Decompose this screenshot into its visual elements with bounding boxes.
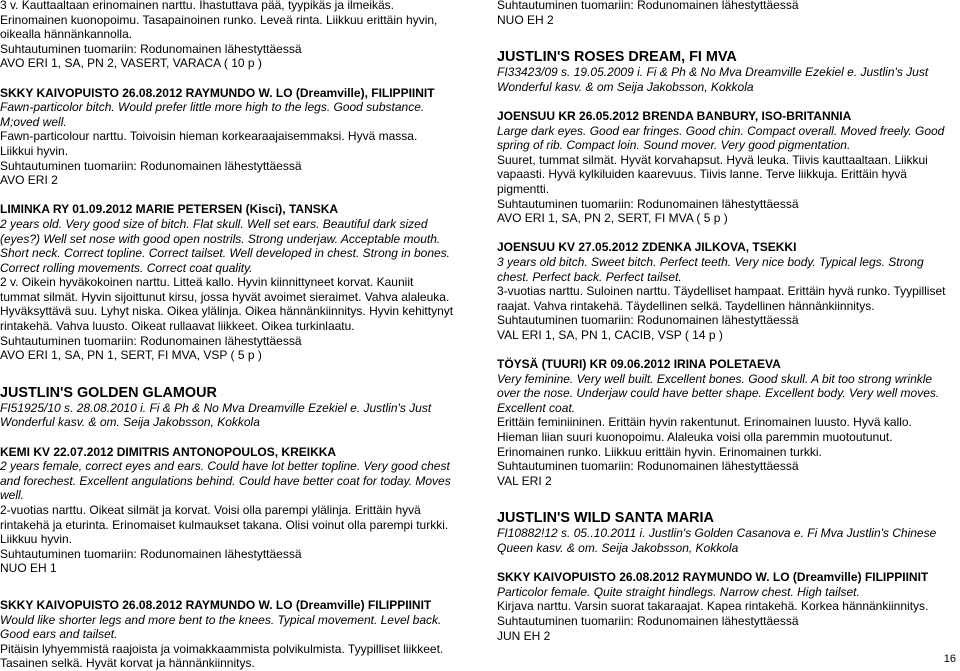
spacer	[497, 27, 959, 49]
left-column	[0, 0, 468, 671]
english-critique-line: Queen kasv. & om. Seija Jakobsson, Kokkola	[497, 541, 739, 555]
text-line: Suhtautuminen tuomariin: Rodunomainen lähestyttäessä	[0, 546, 302, 561]
text-line: Hyväksyttävä suu. Lyhyt niska. Oikea ylälinja. Oikea hännänkiinnitys. Hyvin kehittynyt	[0, 304, 454, 319]
english-critique-line: well.	[0, 488, 25, 503]
english-critique-line: Large dark eyes. Good ear fringes. Good chin. Compact overall. Moved freely. Good	[497, 123, 945, 138]
english-critique-line: FI10882!12 s. 05..10.2011 i. Justlin's Golden Casanova e. Fi Mva Justlin's Chinese	[497, 526, 937, 541]
text-line: Suhtautuminen tuomariin: Rodunomainen lähestyttäessä	[497, 196, 799, 211]
english-critique-line: chest. Perfect back. Perfect tailset.	[497, 269, 682, 284]
text-line: Erittäin feminiininen. Erittäin hyvin rakentunut. Erinomainen luusto. Hyvä kallo.	[497, 415, 912, 430]
page-number: 16	[943, 653, 956, 666]
text-line: NUO EH 2	[497, 12, 554, 27]
english-critique-line: 2 years female, correct eyes and ears. Could have lot better topline. Very good chest	[0, 459, 450, 474]
text-line: Liikkuu hyvin.	[0, 532, 73, 547]
spacer	[0, 576, 468, 598]
show-heading: JOENSUU KR 26.05.2012 BRENDA BANBURY, ISO-BRITANNIA	[497, 108, 852, 123]
english-critique-line: and forechest. Excellent angulations behind. Could have better coat for today. Moves	[0, 473, 451, 488]
spacer	[0, 188, 468, 203]
text-line: Suhtautuminen tuomariin: Rodunomainen lähestyttäessä	[0, 41, 302, 56]
text-line: VAL ERI 1, SA, PN 1, CACIB, VSP ( 14 p )	[497, 327, 723, 342]
spacer	[0, 430, 468, 445]
english-critique-line: Particolor female. Quite straight hindlegs. Narrow chest. High tailset.	[497, 584, 860, 599]
text-line: 3-vuotias narttu. Suloinen narttu. Täydelliset hampaat. Erittäin hyvä runko. Tyypilliset	[497, 284, 946, 299]
text-line: Suuret, tummat silmät. Hyvät korvahapsut. Hyvä leuka. Tiivis kauttaaltaan. Liikkui	[497, 152, 928, 167]
english-critique-line: Wonderful kasv. & om Seija Jakobsson, Kokkola	[497, 79, 754, 94]
spacer	[0, 363, 468, 385]
text-line: Suhtautuminen tuomariin: Rodunomainen lähestyttäessä	[0, 158, 302, 173]
text-line: AVO ERI 1, SA, PN 2, VASERT, VARACA ( 10 p )	[0, 56, 262, 71]
english-critique-line: Short neck. Correct topline. Correct tailset. Well developed in chest. Strong in bones.	[0, 246, 451, 261]
text-line: 3 v. Kauttaaltaan erinomainen narttu. Ihastuttava pää, tyypikäs ja ilmeikäs.	[0, 0, 394, 12]
show-heading: SKKY KAIVOPUISTO 26.08.2012 RAYMUNDO W. LO (Dreamville), FILIPPIINIT	[0, 85, 435, 100]
spacer	[497, 342, 959, 357]
text-line: AVO ERI 1, SA, PN 2, SERT, FI MVA ( 5 p )	[497, 211, 728, 226]
text-line: 2 v. Oikein hyväkokoinen narttu. Litteä kallo. Hyvin kiinnittyneet korvat. Kauniit	[0, 275, 414, 290]
text-line: Fawn-particolour narttu. Toivoisin hieman korkearaajaisemmaksi. Hyvä massa.	[0, 129, 418, 144]
text-line: AVO ERI 1, SA, PN 1, SERT, FI MVA, VSP ( 5 p )	[0, 348, 262, 363]
english-critique-line: (eyes?) Well set nose with good open nostrils. Strong underjaw. Acceptable mouth.	[0, 231, 441, 246]
text-line: raajat. Vahva rintakehä. Täydellinen selkä. Taydellinen hännänkiinnitys.	[497, 298, 875, 313]
spacer	[497, 488, 959, 510]
english-critique-line: spring of rib. Compact loin. Sound mover. Very good pigmentation.	[497, 138, 851, 153]
text-line: rintakehä ja eturinta. Erinomaiset kulmaukset takana. Olisi voinut olla parempi turkki.	[0, 517, 449, 532]
text-line: Tasainen selkä. Hyvät korvat ja hännänkiinnitys.	[0, 656, 255, 671]
right-column	[497, 0, 959, 643]
text-line: NUO EH 1	[0, 561, 57, 576]
english-critique-line: FI51925/10 s. 28.08.2010 i. Fi & Ph & No Mva Dreamville Ezekiel e. Justlin's Just	[0, 400, 432, 415]
english-critique-line: Very feminine. Very well built. Excellent bones. Good skull. A bit too strong wrinkle	[497, 371, 933, 386]
show-heading: LIMINKA RY 01.09.2012 MARIE PETERSEN (Kisci), TANSKA	[0, 202, 339, 217]
text-line: Erinomainen kuonopoimu. Tasapainoinen runko. Leveä rinta. Liikkuu erittäin hyvin,	[0, 12, 438, 27]
spacer	[497, 226, 959, 241]
english-critique-line: 2 years old. Very good size of bitch. Flat skull. Well set ears. Beautiful dark sized	[0, 216, 428, 231]
text-line: rintakehä. Vahva luusto. Oikeat rullaavat liikkeet. Oikea turkinlaatu.	[0, 319, 355, 334]
dog-name-heading: JUSTLIN'S GOLDEN GLAMOUR	[0, 384, 217, 401]
show-heading: JOENSUU KV 27.05.2012 ZDENKA JILKOVA, TSEKKI	[497, 240, 797, 255]
text-line: vapaasti. Hyvä kylkiluiden kaarevuus. Tiivis lanne. Terve liikkuja. Erittäin hyvä	[497, 167, 907, 182]
spacer	[0, 71, 468, 86]
text-line: pigmentti.	[497, 181, 550, 196]
english-critique-line: Wonderful kasv. & om. Seija Jakobsson, Kokkola	[0, 415, 260, 430]
spacer	[497, 556, 959, 571]
show-heading: SKKY KAIVOPUISTO 26.08.2012 RAYMUNDO W. LO (Dreamville) FILIPPIINIT	[0, 597, 432, 612]
text-line: Suhtautuminen tuomariin: Rodunomainen lähestyttäessä	[497, 0, 799, 12]
show-heading: TÖYSÄ (TUURI) KR 09.06.2012 IRINA POLETAEVA	[497, 357, 781, 372]
english-critique-line: Fawn-particolor bitch. Would prefer little more high to the legs. Good substance.	[0, 100, 425, 115]
english-critique-line: Correct rolling movements. Correct coat quality.	[0, 260, 253, 275]
english-critique-line: over the nose. Underjaw could have better shape. Excellent body. Very well moves.	[497, 386, 940, 401]
text-line: VAL ERI 2	[497, 473, 552, 488]
text-line: Erinomainen runko. Liikkuu erittäin hyvin. Erinomainen turkki.	[497, 444, 822, 459]
dog-name-heading: JUSTLIN'S WILD SANTA MARIA	[497, 510, 714, 527]
text-line: Suhtautuminen tuomariin: Rodunomainen lähestyttäessä	[497, 613, 799, 628]
text-line: oikealla hännänkannolla.	[0, 27, 133, 42]
dog-name-heading: JUSTLIN'S ROSES DREAM, FI MVA	[497, 49, 737, 66]
text-line: Suhtautuminen tuomariin: Rodunomainen lähestyttäessä	[497, 313, 799, 328]
text-line: Suhtautuminen tuomariin: Rodunomainen lähestyttäessä	[0, 333, 302, 348]
english-critique-line: FI33423/09 s. 19.05.2009 i. Fi & Ph & No Mva Dreamville Ezekiel e. Justlin's Just	[497, 65, 929, 80]
text-line: Kirjava narttu. Varsin suorat takaraajat. Kapea rintakehä. Korkea hännänkiinnitys.	[497, 599, 929, 614]
text-line: Hieman liian suuri kuonopoimu. Alaleuka voisi olla paremmin muotoutunut.	[497, 430, 893, 445]
text-line: tummat silmät. Hyvin sijoittunut kirsu, jossa hyvät avoimet sieraimet. Vahva alaleuka.	[0, 289, 450, 304]
text-line: Pitäisin lyhyemmistä raajoista ja voimakkaammista polvikulmista. Tyypilliset liikkeet.	[0, 641, 444, 656]
text-line: Suhtautuminen tuomariin: Rodunomainen lähestyttäessä	[497, 459, 799, 474]
english-critique-line: Would like shorter legs and more bent to the knees. Typical movement. Level back.	[0, 612, 442, 627]
english-critique-line: 3 years old bitch. Sweet bitch. Perfect teeth. Very nice body. Typical legs. Strong	[497, 254, 924, 269]
text-line: 2-vuotias narttu. Oikeat silmät ja korvat. Voisi olla parempi ylälinja. Erittäin hyvä	[0, 503, 421, 517]
english-critique-line: M;oved well.	[0, 114, 67, 129]
english-critique-line: Excellent coat.	[497, 400, 576, 415]
english-critique-line: Good ears and tailset.	[0, 627, 118, 642]
text-line: Liikkui hyvin.	[0, 143, 69, 158]
spacer	[497, 94, 959, 109]
text-line: AVO ERI 2	[0, 173, 58, 188]
text-line: JUN EH 2	[497, 628, 551, 643]
show-heading: SKKY KAIVOPUISTO 26.08.2012 RAYMUNDO W. LO (Dreamville) FILIPPIINIT	[497, 570, 929, 585]
show-heading: KEMI KV 22.07.2012 DIMITRIS ANTONOPOULOS, KREIKKA	[0, 444, 337, 459]
